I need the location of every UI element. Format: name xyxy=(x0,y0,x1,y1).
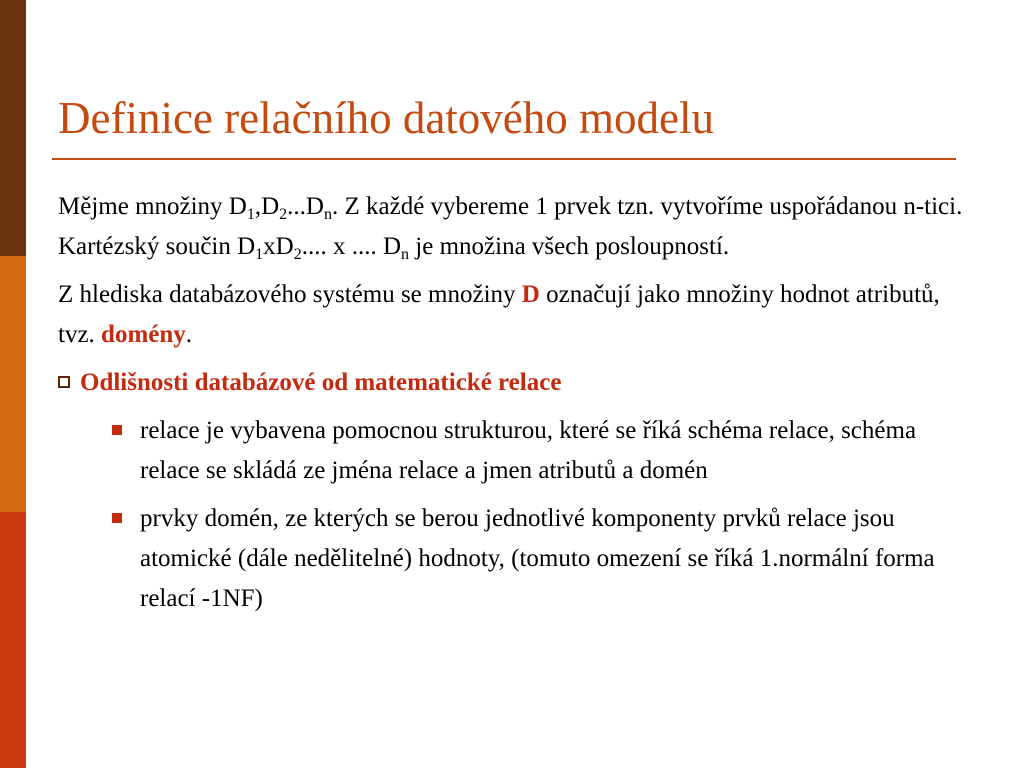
sidebar-stripe-bottom xyxy=(0,512,26,768)
sidebar-stripe-middle xyxy=(0,256,26,512)
sub-bullet-item xyxy=(58,499,978,619)
p1-text-1: Mějme množiny D xyxy=(58,193,247,220)
sub-bullet-item xyxy=(58,411,978,491)
p2-text-1: Z hlediska databázového systému se množiny xyxy=(58,281,522,308)
p2-highlight-domeny: domény xyxy=(101,321,186,348)
p1-text-5: xD xyxy=(263,233,294,260)
p1-sub-1: 1 xyxy=(246,206,255,223)
slide-content xyxy=(58,187,978,627)
p1-text-3: ...D xyxy=(287,193,324,220)
p1-sub-2: 2 xyxy=(279,206,288,223)
filled-square-icon xyxy=(112,513,122,523)
bullet-differences xyxy=(58,363,978,403)
title-underline xyxy=(52,158,956,160)
sub-bullet-text: relace je vybavena pomocnou strukturou, které se říká schéma relace, schéma relace se skládá ze jména relace a jmen atributů a domén xyxy=(140,417,917,484)
filled-square-icon xyxy=(112,425,122,435)
bullet-differences-label: Odlišnosti databázové od matematické relace xyxy=(80,369,562,396)
p2-text-2: označují jako množiny hodnot atributů, tvz. xyxy=(58,281,940,348)
p1-text-7: je množina všech posloupností. xyxy=(409,233,730,260)
p1-text-6: .... x .... D xyxy=(301,233,402,260)
paragraph-sets xyxy=(58,187,978,267)
p1-text-4: . Z každé vybereme 1 prvek tzn. vytvoříme uspořádanou n-tici. Kartézský součin D xyxy=(58,193,963,260)
sub-bullet-text: prvky domén, ze kterých se berou jednotlivé komponenty prvků relace jsou atomické (dále nedělitelné) hodnoty, (tomuto omezení se říká 1.normální forma relací -1NF) xyxy=(140,505,935,612)
slide-title: Definice relačního datového modelu xyxy=(58,93,714,143)
p1-text-2: ,D xyxy=(254,193,280,220)
p2-text-3: . xyxy=(185,321,193,348)
sub-bullet-list xyxy=(58,411,978,619)
hollow-square-icon xyxy=(58,376,70,388)
p1-sub-6: n xyxy=(401,246,410,263)
p2-highlight-d: D xyxy=(521,281,540,308)
p1-sub-4: 1 xyxy=(255,246,264,263)
paragraph-domains xyxy=(58,275,978,355)
p1-sub-5: 2 xyxy=(293,246,302,263)
p1-sub-3: n xyxy=(323,206,332,223)
sidebar-stripe-top xyxy=(0,0,26,256)
